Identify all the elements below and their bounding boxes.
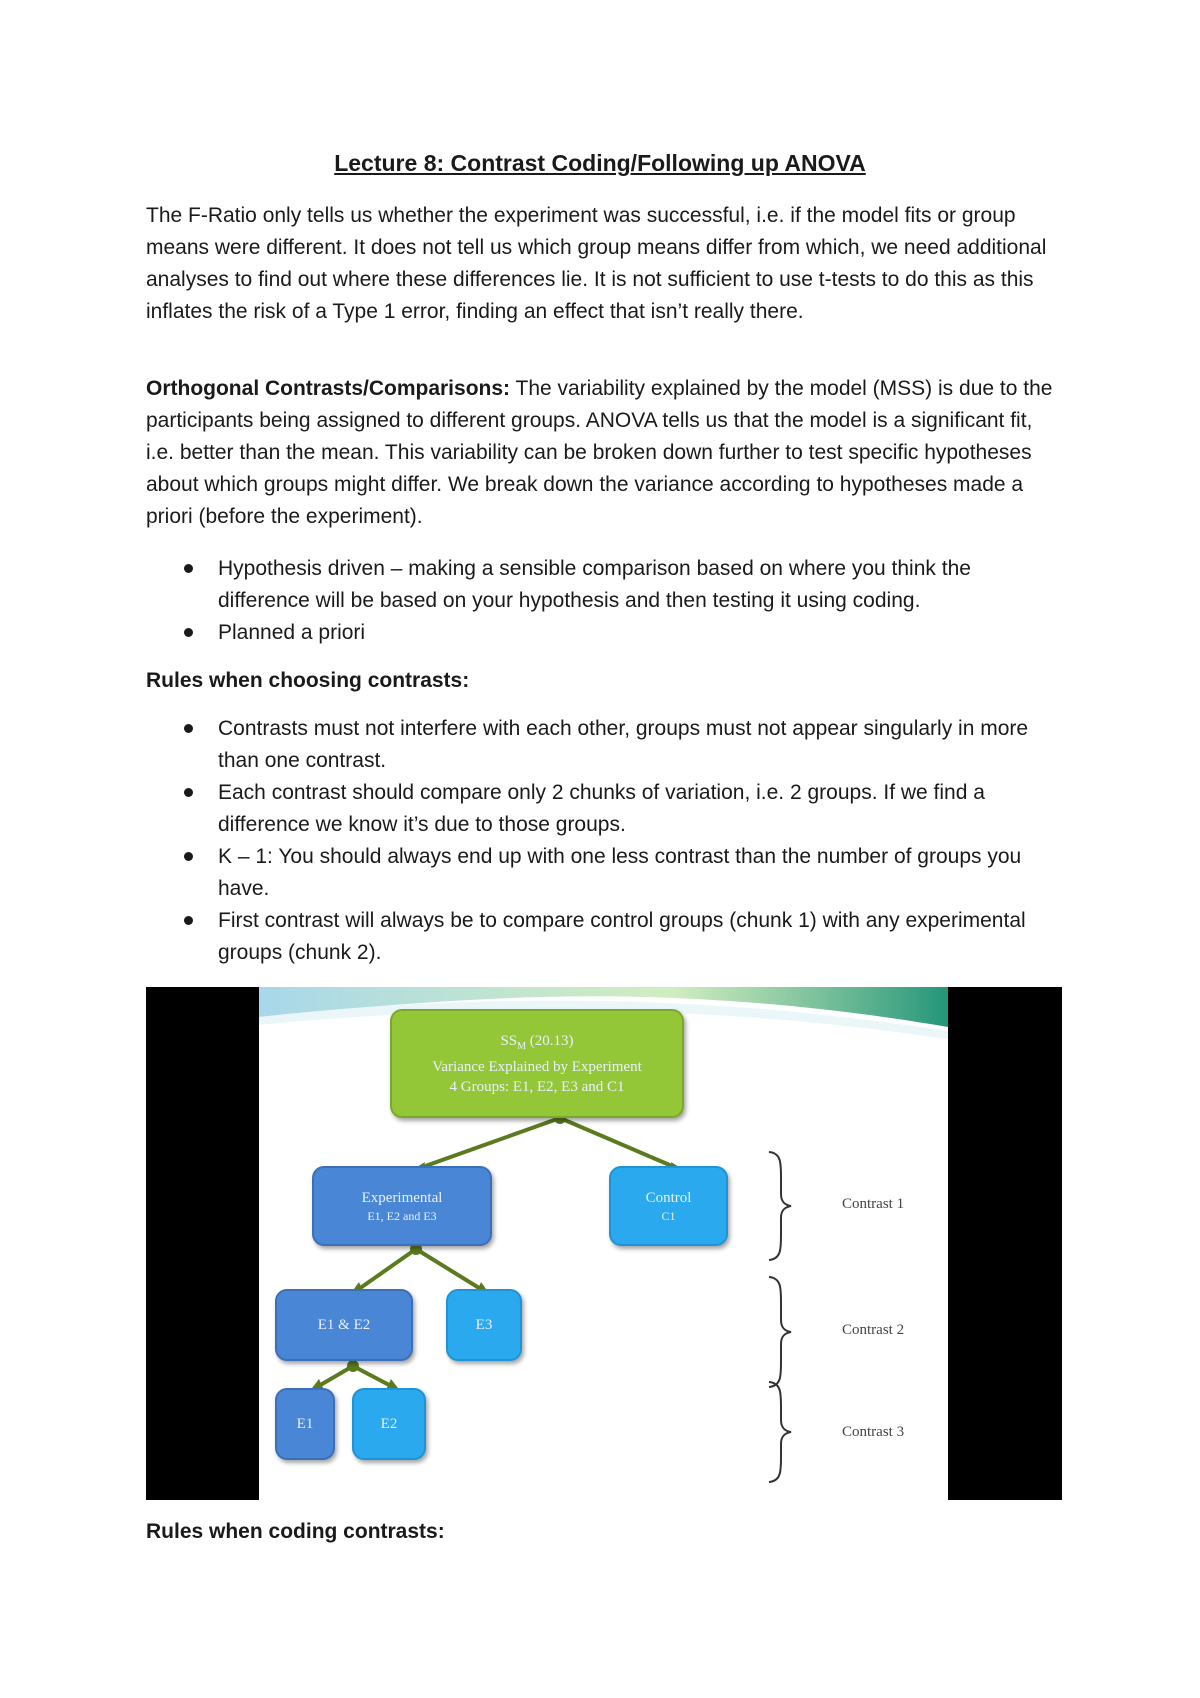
contrast2-brace bbox=[769, 1277, 791, 1387]
choosing-contrasts-heading: Rules when choosing contrasts: bbox=[146, 669, 470, 692]
list-item: Hypothesis driven – making a sensible comparison based on where you think the difference will be based on your hypothesis and then testing it using coding. bbox=[146, 553, 1054, 617]
bullet-icon bbox=[184, 852, 193, 861]
e1-e2-box: E1 & E2 bbox=[275, 1289, 413, 1361]
list-item: Contrasts must not interfere with each other, groups must not appear singularly in more than one contrast. bbox=[146, 713, 1054, 777]
bullet-icon bbox=[184, 788, 193, 797]
orthogonal-paragraph bbox=[146, 373, 1054, 533]
orthogonal-label: Orthogonal Contrasts/Comparisons: bbox=[146, 377, 511, 400]
e2-box: E2 bbox=[352, 1388, 426, 1460]
contrast2-label: Contrast 2 bbox=[842, 1322, 905, 1338]
list-item: K – 1: You should always end up with one less contrast than the number of groups you have. bbox=[146, 841, 1054, 905]
diagram-slide bbox=[259, 987, 948, 1500]
list-item: Each contrast should compare only 2 chunks of variation, i.e. 2 groups. If we find a difference we know it’s due to those groups. bbox=[146, 777, 1054, 841]
bullet-icon bbox=[184, 916, 193, 925]
list-item: First contrast will always be to compare control groups (chunk 1) with any experimental groups (chunk 2). bbox=[146, 905, 1054, 969]
contrast1-brace bbox=[769, 1152, 791, 1260]
bullet-icon bbox=[184, 628, 193, 637]
e3-box: E3 bbox=[446, 1289, 522, 1361]
bullet-icon bbox=[184, 564, 193, 573]
intro-paragraph: The F-Ratio only tells us whether the experiment was successful, i.e. if the model fits or group means were different. It does not tell us which group means differ from which, we need additional analyses to find out where these differences lie. It is not sufficient to use t-tests to do this as this inflates the risk of a Type 1 error, finding an effect that isn’t really there. bbox=[146, 204, 1047, 323]
contrast-diagram-figure bbox=[146, 987, 1062, 1500]
orthogonal-text: The variability explained by the model (MSS) is due to the participants being assigned to different groups. ANOVA tells us that the model is a significant fit, i.e. better than the mean. This variability can be broken down further to test specific hypotheses about which groups might differ. We break down the variance according to hypotheses made a priori (before the experiment). bbox=[146, 377, 1053, 528]
contrast3-brace bbox=[769, 1382, 791, 1482]
bullet-icon bbox=[184, 724, 193, 733]
experimental-box: Experimental E1, E2 and E3 bbox=[312, 1166, 492, 1246]
e1-box: E1 bbox=[275, 1388, 335, 1460]
coding-contrasts-heading: Rules when coding contrasts: bbox=[146, 1520, 445, 1543]
page-title: Lecture 8: Contrast Coding/Following up ANOVA bbox=[334, 150, 866, 176]
contrast3-label: Contrast 3 bbox=[842, 1424, 905, 1440]
contrast1-label: Contrast 1 bbox=[842, 1196, 905, 1212]
orthogonal-bullet-list bbox=[146, 553, 1054, 649]
control-box: Control C1 bbox=[609, 1166, 728, 1246]
choosing-bullet-list bbox=[146, 713, 1054, 969]
list-item: Planned a priori bbox=[146, 617, 1054, 649]
root-variance-box: $SS_M$ (20.13) Variance Explained by Experiment 4 Groups: E1, E2, E3 and C1 bbox=[390, 1009, 684, 1118]
